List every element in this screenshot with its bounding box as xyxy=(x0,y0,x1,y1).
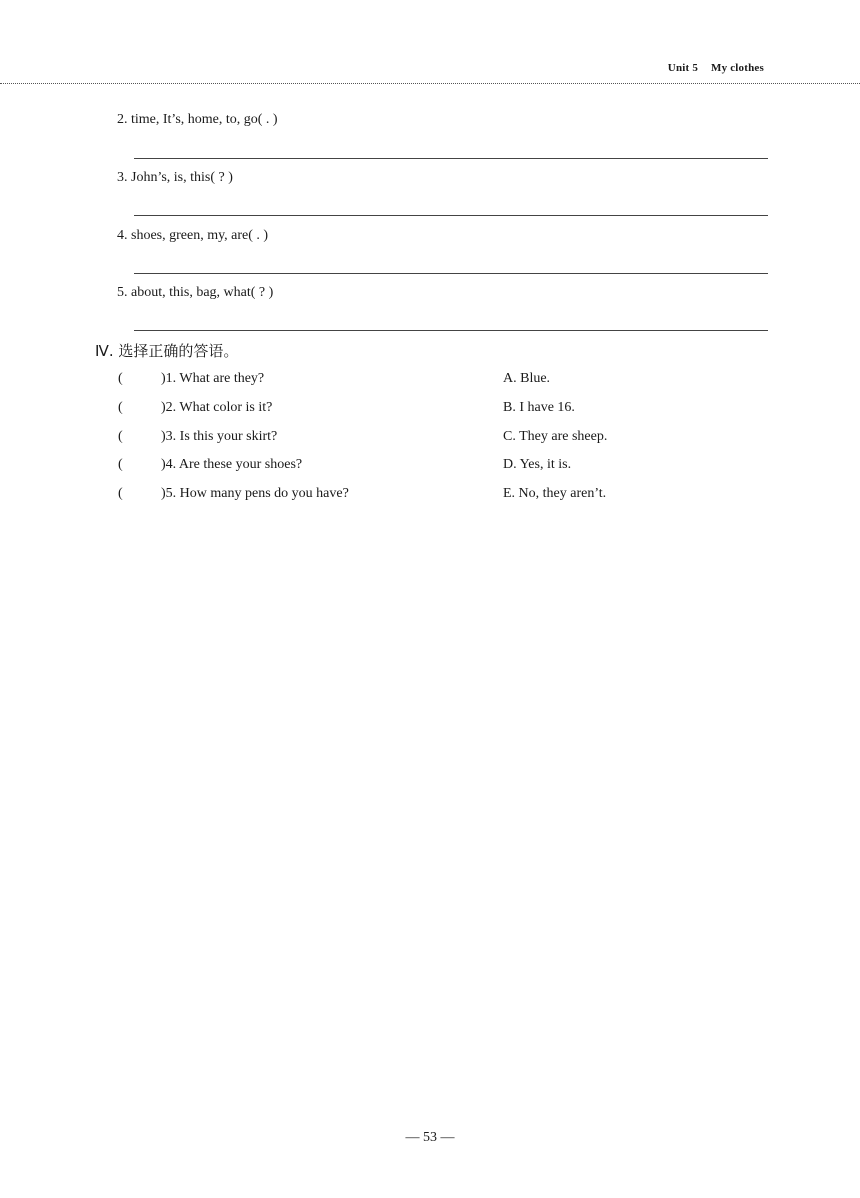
answer-blank-3[interactable]: ( xyxy=(118,429,123,444)
unit-title: My clothes xyxy=(710,62,764,74)
matching-question-1: )1. What are they? xyxy=(161,371,265,386)
matching-row-5 xyxy=(0,486,860,506)
answer-blank-5[interactable]: ( xyxy=(118,486,123,501)
answer-blank-1[interactable]: ( xyxy=(118,371,123,386)
page-number: — 53 — xyxy=(405,1130,455,1145)
reorder-question-4: 4. shoes, green, my, are( . ) xyxy=(117,228,269,243)
matching-option-b: B. I have 16. xyxy=(503,400,575,415)
matching-question-5: )5. How many pens do you have? xyxy=(161,486,349,501)
unit-label: Unit 5 xyxy=(667,62,699,74)
matching-row-2 xyxy=(0,400,860,420)
reorder-question-2: 2. time, It’s, home, to, go( . ) xyxy=(117,112,278,127)
answer-line-2[interactable] xyxy=(134,158,768,159)
answer-line-5[interactable] xyxy=(134,330,768,331)
reorder-question-3: 3. John’s, is, this( ? ) xyxy=(117,170,233,185)
answer-line-4[interactable] xyxy=(134,273,768,274)
matching-row-1 xyxy=(0,371,860,391)
matching-option-c: C. They are sheep. xyxy=(503,429,608,444)
matching-option-e: E. No, they aren’t. xyxy=(503,486,607,501)
matching-option-a: A. Blue. xyxy=(503,371,551,386)
running-header xyxy=(668,62,764,74)
header-divider xyxy=(0,83,860,84)
answer-line-3[interactable] xyxy=(134,215,768,216)
section-title: Ⅳ. 选择正确的答语。 xyxy=(95,342,239,360)
reorder-question-5: 5. about, this, bag, what( ? ) xyxy=(117,285,274,300)
matching-row-3 xyxy=(0,429,860,449)
matching-question-3: )3. Is this your skirt? xyxy=(161,429,278,444)
matching-question-2: )2. What color is it? xyxy=(161,400,273,415)
answer-blank-2[interactable]: ( xyxy=(118,400,123,415)
answer-blank-4[interactable]: ( xyxy=(118,457,123,472)
matching-question-4: )4. Are these your shoes? xyxy=(161,457,303,472)
matching-option-d: D. Yes, it is. xyxy=(503,457,572,472)
matching-row-4 xyxy=(0,457,860,477)
